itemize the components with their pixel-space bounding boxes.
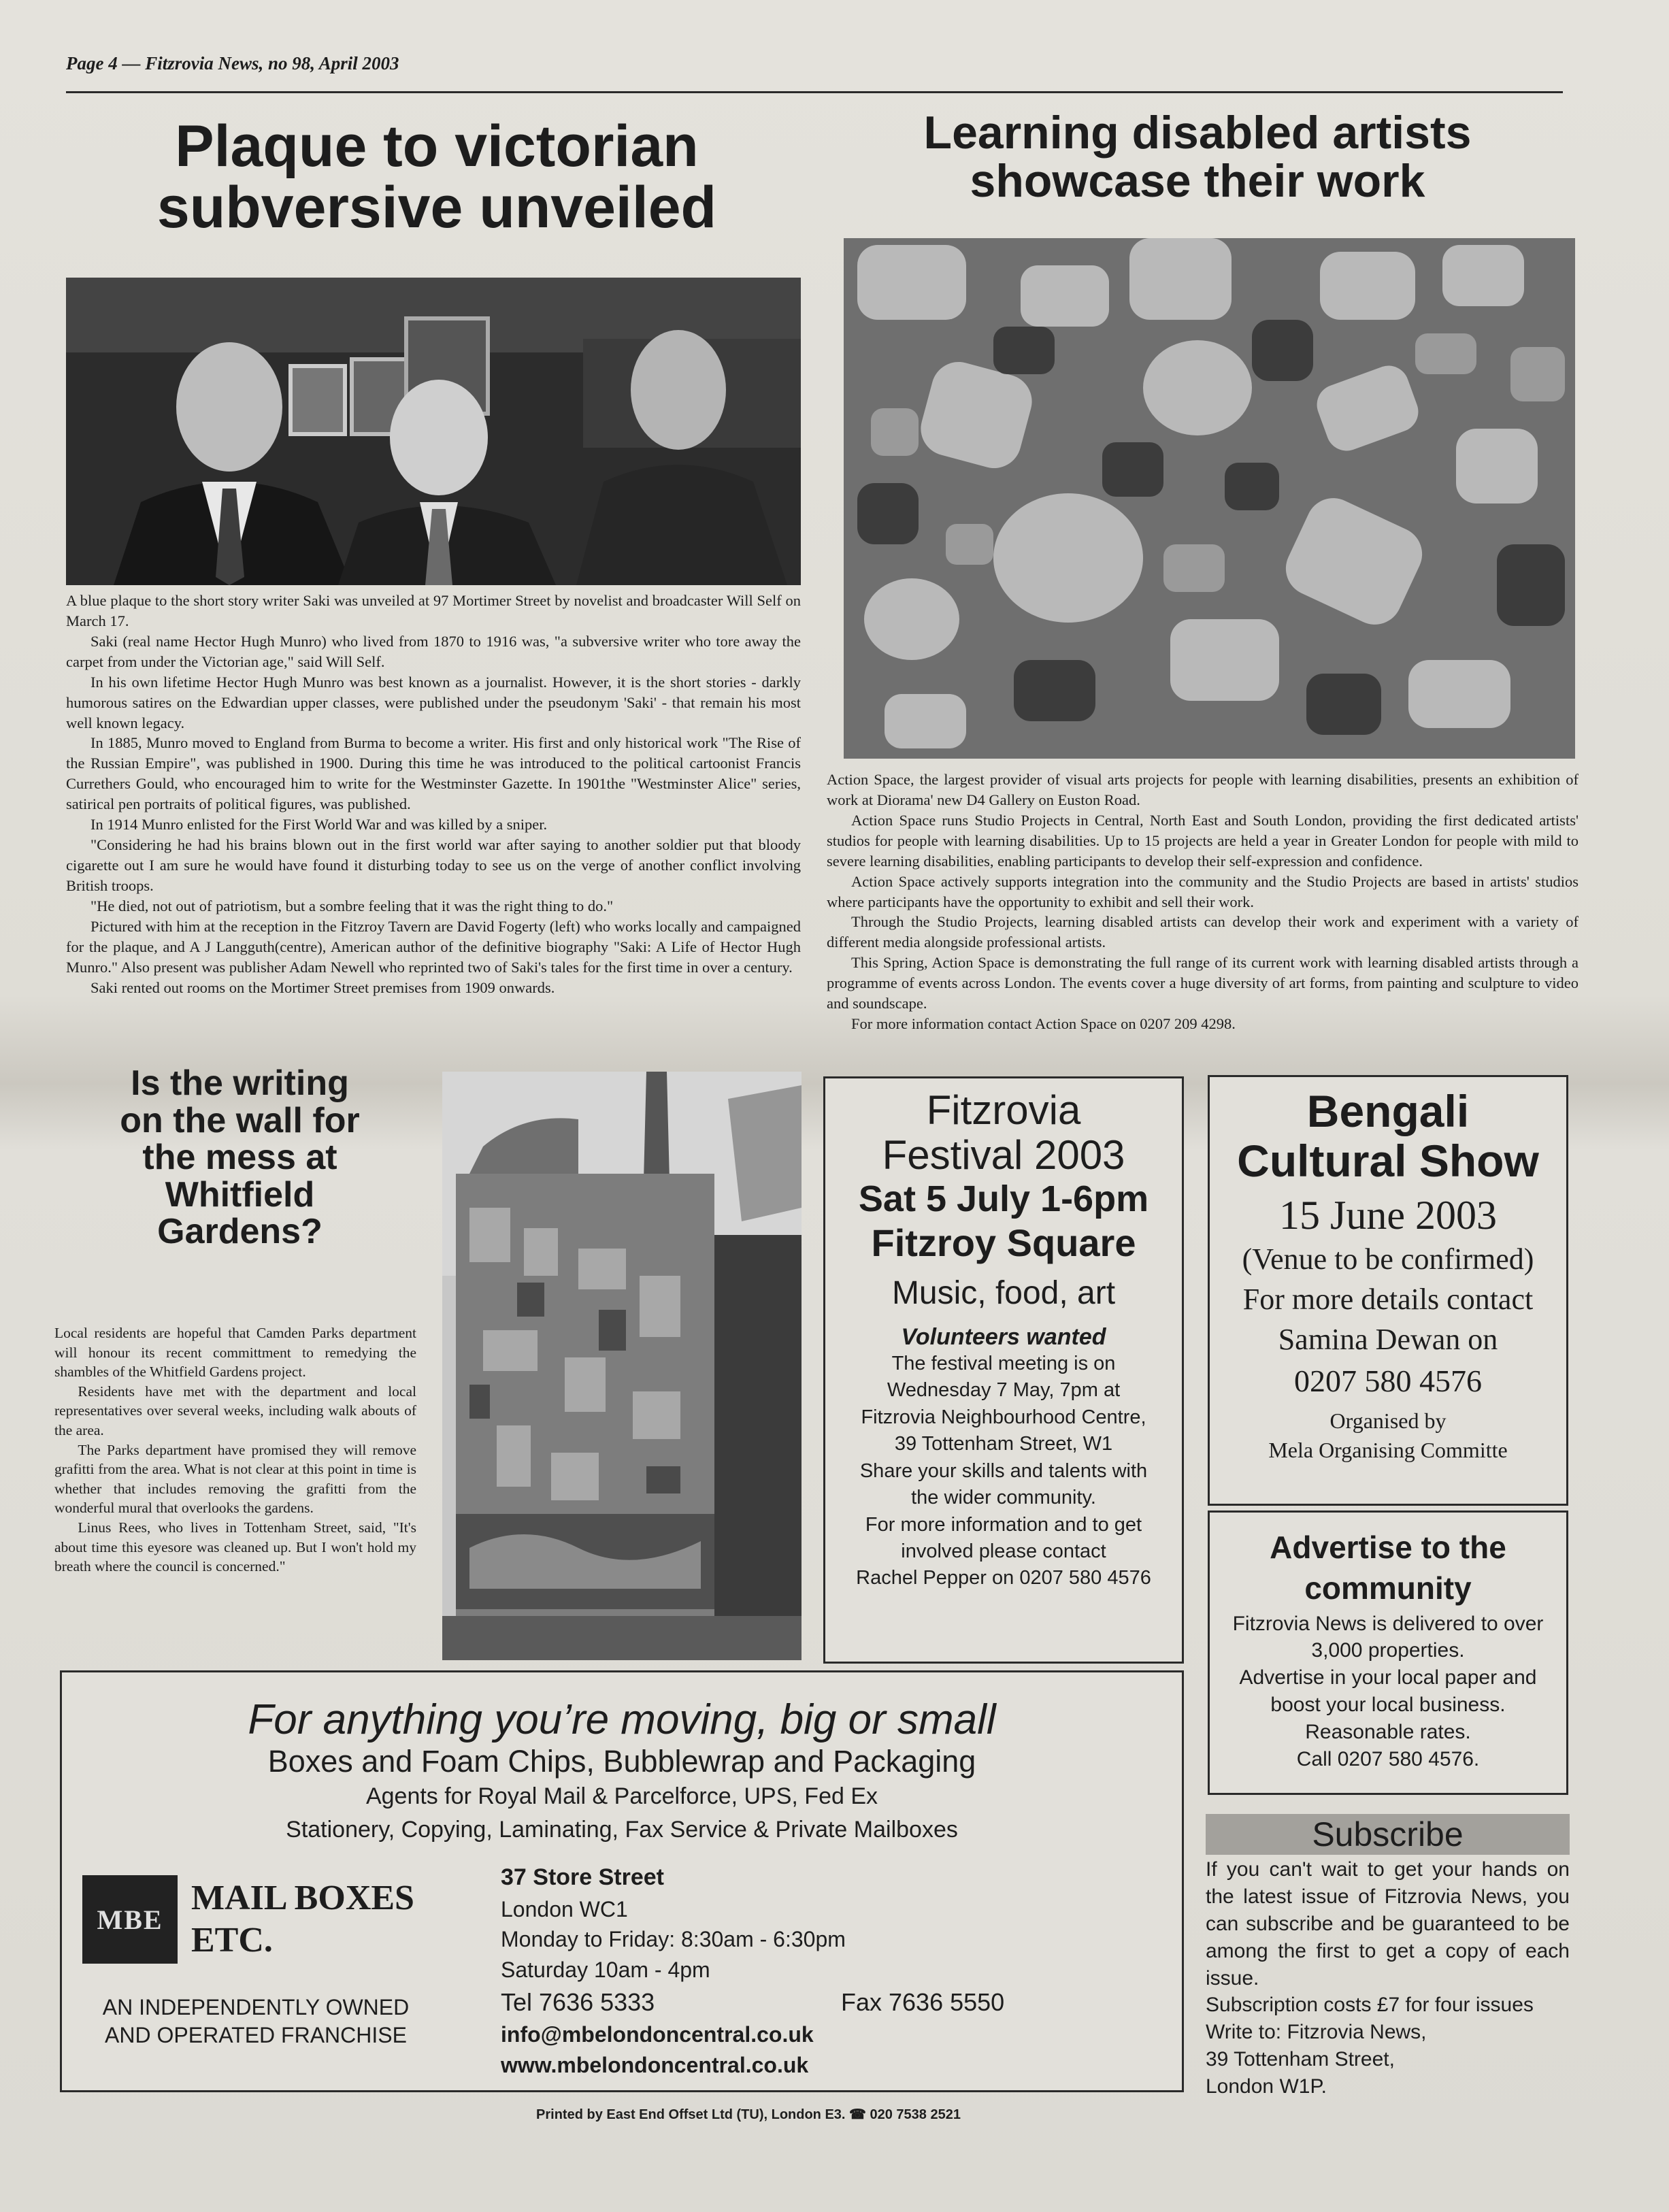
mbe-logo-row <box>82 1875 463 1964</box>
festival-notice <box>823 1076 1184 1664</box>
mbe-logo-badge: MBE <box>82 1875 178 1964</box>
mbe-franchise <box>82 1994 429 2049</box>
bengali-venue-note: (Venue to be confirmed) <box>1242 1242 1534 1276</box>
festival-volunteers: Volunteers wanted <box>901 1323 1106 1350</box>
artwork-photo <box>844 238 1575 759</box>
artists-article-body <box>827 770 1579 1034</box>
subscribe-cost: Subscription costs £7 for four issues <box>1206 1994 1534 2017</box>
mbe-logo-line2: ETC. <box>191 1921 273 1960</box>
festival-line: 39 Tottenham Street, W1 <box>894 1433 1113 1455</box>
mbe-line1: Boxes and Foam Chips, Bubblewrap and Packaging <box>267 1744 976 1779</box>
festival-line: the wider community. <box>911 1487 1096 1509</box>
whitfield-headline-line1: Is the writing <box>131 1063 349 1103</box>
mbe-line3: Stationery, Copying, Laminating, Fax Service & Private Mailboxes <box>286 1817 958 1843</box>
bengali-title-line2: Cultural Show <box>1237 1135 1539 1186</box>
mbe-hours2: Saturday 10am - 4pm <box>501 1958 710 1983</box>
plaque-paragraph: In 1885, Munro moved to England from Burma to become a writer. His first and only historical work "The Rise of the Russian Empire", was published in 1900. During this time he was introduced to the political cartoonist Francis Currethers Gould, who encouraged him to write for the Westminster Gazette. In 1901the "Westminster Alice" series, satirical pen portraits of political figures, was published. <box>66 734 801 813</box>
whitfield-headline-line3: the mess at <box>142 1138 337 1178</box>
plaque-paragraph: Saki (real name Hector Hugh Munro) who lived from 1870 to 1916 was, "a subversive writer who tore away the carpet from under the Victorian age," said Will Self. <box>66 632 801 670</box>
mbe-franchise-line1: AN INDEPENDENTLY OWNED <box>102 1995 410 2019</box>
subscribe-write-to: Write to: Fitzrovia News, <box>1206 2021 1427 2044</box>
festival-line: The festival meeting is on <box>891 1352 1116 1374</box>
advertise-notice <box>1208 1511 1568 1795</box>
plaque-paragraph: Pictured with him at the reception in the Fitzroy Tavern are David Fogerty (left) who works locally and campaigned for the plaque, and A J Langguth(centre), American author of the definitive biography "Saki: A Life of Hector Hugh Munro." Also present was publisher Adam Newell who reprinted two of Saki's tales for the first time in over a century. <box>66 917 801 976</box>
bengali-date: 15 June 2003 <box>1279 1192 1497 1238</box>
whitfield-headline-line5: Gardens? <box>157 1212 323 1252</box>
plaque-paragraph: Saki rented out rooms on the Mortimer Street premises from 1909 onwards. <box>90 978 555 996</box>
subscribe-section <box>1206 1814 1570 2100</box>
subscribe-address2: London W1P. <box>1206 2075 1327 2098</box>
advertise-title-line1: Advertise to the <box>1270 1530 1506 1565</box>
artists-paragraph: Action Space runs Studio Projects in Central, North East and South London, providing the first dedicated artists' studios for people with learning disabilities. Up to 15 projects are held a year in Greater London for people with mild to severe learning disabilities, enabling participants to develop their self-expression and confidence. <box>827 811 1579 870</box>
plaque-headline-line2: subversive unveiled <box>156 175 717 241</box>
plaque-paragraph: A blue plaque to the short story writer Saki was unveiled at 97 Mortimer Street by novelist and broadcaster Will Self on March 17. <box>66 592 801 629</box>
mbe-fax: Fax 7636 5550 <box>841 1987 1005 2016</box>
festival-line: Fitzrovia Neighbourhood Centre, <box>861 1406 1146 1428</box>
whitfield-paragraph: Local residents are hopeful that Camden Parks department will honour its recent committment to remedying the shambles of the Whitfield Gardens project. <box>54 1325 416 1381</box>
whitfield-paragraph: Residents have met with the department and local representatives over several weeks, including walk abouts of the area. <box>54 1383 416 1438</box>
subscribe-title: Subscribe <box>1206 1814 1570 1855</box>
bengali-contact-line1: For more details contact <box>1242 1282 1534 1316</box>
artists-paragraph: This Spring, Action Space is demonstrating the full range of its current work with learning disabled artists through a programme of events across London. The events cover a huge diversity of art forms, from painting and sculpture to video and soundscape. <box>827 954 1579 1012</box>
mbe-address-street: 37 Store Street <box>501 1864 664 1890</box>
plaque-headline-line1: Plaque to victorian <box>175 114 699 179</box>
artists-headline-line1: Learning disabled artists <box>923 107 1472 159</box>
subscribe-text: If you can't wait to get your hands on the latest issue of Fitzrovia News, you can subscribe and be guaranteed to be among the first to get a copy of each issue. <box>1206 1858 1570 1990</box>
bengali-notice <box>1208 1075 1568 1506</box>
bengali-contact-line2: Samina Dewan on <box>1278 1323 1498 1357</box>
mbe-hours1: Monday to Friday: 8:30am - 6:30pm <box>501 1927 846 1952</box>
festival-line: For more information and to get <box>865 1513 1142 1536</box>
mural-photo <box>442 1072 802 1660</box>
whitfield-paragraph: The Parks department have promised they will remove grafitti from the area. What is not clear at this point in time is whether that includes removing the grafitti from the wonderful mural that overlooks the gardens. <box>54 1441 416 1517</box>
festival-date: Sat 5 July 1-6pm <box>858 1178 1149 1219</box>
mbe-email[interactable]: info@mbelondoncentral.co.uk <box>501 2022 814 2047</box>
mbe-phone-row <box>501 1985 1147 2019</box>
mbe-franchise-line2: AND OPERATED FRANCHISE <box>105 2022 407 2047</box>
mbe-logo <box>82 1875 463 2049</box>
plaque-article-body <box>66 591 801 997</box>
whitfield-headline-line4: Whitfield <box>165 1174 315 1215</box>
artists-paragraph: Through the Studio Projects, learning disabled artists can develop their work and experiment with a variety of different media alongside professional artists. <box>827 913 1579 951</box>
artists-paragraph: Action Space actively supports integration into the community and the Studio Projects are based in artists' studios where participants have the opportunity to exhibit and sell their work. <box>827 872 1579 910</box>
advertise-details <box>1210 1611 1566 1773</box>
mbe-address-city: London WC1 <box>501 1896 628 1921</box>
plaque-photo <box>66 278 801 585</box>
bengali-title-line1: Bengali <box>1306 1086 1470 1136</box>
festival-line: Wednesday 7 May, 7pm at <box>887 1379 1121 1402</box>
festival-tagline: Music, food, art <box>891 1275 1116 1312</box>
subscribe-address1: 39 Tottenham Street, <box>1206 2048 1395 2071</box>
bengali-organised-line1: Organised by <box>1329 1408 1447 1433</box>
mbe-logo-words <box>191 1877 414 1962</box>
festival-details <box>825 1351 1182 1592</box>
plaque-headline <box>66 116 808 239</box>
plaque-photo-image <box>66 278 801 585</box>
festival-line: Share your skills and talents with <box>859 1459 1148 1482</box>
whitfield-headline-line2: on the wall for <box>120 1100 360 1140</box>
advertise-line: boost your local business. <box>1270 1694 1506 1717</box>
festival-line: Rachel Pepper on 0207 580 4576 <box>856 1567 1151 1589</box>
mbe-logo-line1: MAIL BOXES <box>191 1878 414 1917</box>
mbe-web[interactable]: www.mbelondoncentral.co.uk <box>501 2053 809 2078</box>
plaque-paragraph: "Considering he had his brains blown out in the first world war after saying to another soldier put that bloody cigarette out I am sure he would have found it disturbing today to see us on the verge of another conflict involving British troops. <box>66 836 801 894</box>
mbe-line2: Agents for Royal Mail & Parcelforce, UPS, Fed Ex <box>365 1783 878 1810</box>
advertise-line: 3,000 properties. <box>1311 1639 1465 1662</box>
bengali-organised-line2: Mela Organising Committe <box>1268 1437 1508 1462</box>
advertise-title-line2: community <box>1304 1570 1472 1606</box>
plaque-paragraph: In 1914 Munro enlisted for the First World War and was killed by a sniper. <box>90 816 548 833</box>
festival-line: involved please contact <box>901 1540 1106 1562</box>
festival-venue: Fitzroy Square <box>871 1221 1136 1265</box>
artists-headline <box>827 109 1568 206</box>
printer-footer: Printed by East End Offset Ltd (TU), London E3. ☎ 020 7538 2521 <box>536 2107 961 2122</box>
header-rule <box>66 91 1563 93</box>
advertise-line: Advertise in your local paper and <box>1239 1666 1537 1689</box>
whitfield-article-body <box>54 1323 416 1577</box>
whitfield-headline <box>54 1065 425 1251</box>
plaque-paragraph: In his own lifetime Hector Hugh Munro was best known as a journalist. However, it is the short stories - darkly humorous satires on the Edwardian upper classes, were published under the pseudonym 'Saki' - that remain his most well known legacy. <box>66 673 801 731</box>
advertise-line: Reasonable rates. <box>1305 1721 1471 1744</box>
mbe-advert <box>60 1670 1184 2092</box>
bengali-phone: 0207 580 4576 <box>1294 1363 1482 1398</box>
artists-paragraph: Action Space, the largest provider of visual arts projects for people with learning disabilities, presents an exhibition of work at Diorama' new D4 Gallery on Euston Road. <box>827 771 1579 808</box>
page-folio: Page 4 — Fitzrovia News, no 98, April 2003 <box>66 53 399 73</box>
mbe-contact <box>501 1862 1147 2081</box>
festival-title-line1: Fitzrovia <box>926 1087 1081 1133</box>
mural-image <box>442 1072 802 1660</box>
advertise-line: Fitzrovia News is delivered to over <box>1232 1612 1544 1635</box>
advertise-line: Call 0207 580 4576. <box>1296 1748 1480 1771</box>
mbe-tel: Tel 7636 5333 <box>501 1987 655 2016</box>
artists-headline-line2: showcase their work <box>970 155 1425 208</box>
artwork-image <box>844 238 1575 759</box>
mbe-headline: For anything you’re moving, big or small <box>248 1696 996 1743</box>
plaque-paragraph: "He died, not out of patriotism, but a sombre feeling that it was the right thing to do." <box>90 897 614 914</box>
artists-paragraph: For more information contact Action Space on 0207 209 4298. <box>851 1015 1236 1033</box>
festival-title-line2: Festival 2003 <box>882 1132 1125 1178</box>
whitfield-paragraph: Linus Rees, who lives in Tottenham Street, said, "It's about time this eyesore was cleaned up. But I won't hold my breath where the council is concerned." <box>54 1519 416 1575</box>
